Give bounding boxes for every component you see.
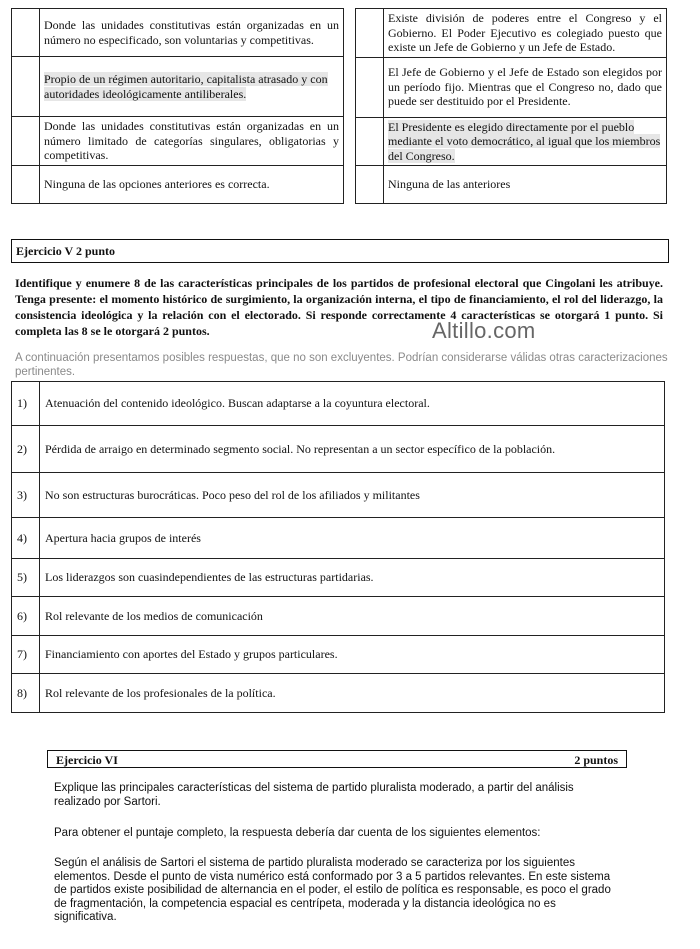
answer-number: 5): [12, 559, 40, 597]
option-gutter: [356, 166, 384, 204]
table-row: [12, 382, 665, 426]
exercise-5-header: [11, 239, 669, 263]
option-gutter: [12, 117, 40, 166]
answer-number: 6): [12, 597, 40, 636]
answer-text: Rol relevante de los profesionales de la política.: [40, 674, 665, 713]
table-row: [12, 559, 665, 597]
exercise-6-question: Explique las principales características del sistema de partido pluralista moderado, a partir del análisis realizado por Sartori.: [54, 782, 574, 808]
answer-text: Los liderazgos son cuasindependientes de las estructuras partidarias.: [40, 559, 665, 597]
table-row: [12, 518, 665, 559]
table-row: [12, 473, 665, 518]
answer-text: Apertura hacia grupos de interés: [40, 518, 665, 559]
answer-number: 7): [12, 636, 40, 674]
answer-number: 2): [12, 426, 40, 473]
answer-text: Financiamiento con aportes del Estado y grupos particulares.: [40, 636, 665, 674]
table-row: [12, 426, 665, 473]
option-cell: Ninguna de las anteriores: [384, 166, 667, 204]
exercise-6-points: 2 puntos: [574, 753, 618, 767]
answer-number: 8): [12, 674, 40, 713]
option-cell: Ninguna de las opciones anteriores es correcta.: [40, 165, 344, 203]
option-gutter: [12, 165, 40, 203]
exercise-5-title: Ejercicio V 2 punto: [16, 244, 116, 258]
highlighted-option-text: Propio de un régimen autoritario, capitalista atrasado y con autoridades ideológicamente antiliberales.: [44, 72, 328, 101]
answer-text: Rol relevante de los medios de comunicación: [40, 597, 665, 636]
option-cell: Existe división de poderes entre el Congreso y el Gobierno. El Poder Ejecutivo es colegiado puesto que existe un Jefe de Gobierno y un Jefe de Estado.: [384, 9, 667, 58]
answer-text: No son estructuras burocráticas. Poco peso del rol de los afiliados y militantes: [40, 473, 665, 518]
answer-text: Atenuación del contenido ideológico. Buscan adaptarse a la coyuntura electoral.: [40, 382, 665, 426]
option-cell: [384, 117, 667, 166]
option-cell: El Jefe de Gobierno y el Jefe de Estado son elegidos por un período fijo. Mientras que el Congreso no, dado que puede ser destituido por el Presidente.: [384, 57, 667, 117]
option-gutter: [356, 117, 384, 166]
table-row: [12, 597, 665, 636]
option-cell: Donde las unidades constitutivas están organizadas en un número limitado de categorías singulares, obligatorias y competitivas.: [40, 117, 344, 166]
answers-table: [11, 381, 665, 713]
option-gutter: [12, 9, 40, 57]
options-table-left: [11, 8, 344, 204]
table-row: [12, 636, 665, 674]
exercise-6-header: [47, 750, 627, 768]
option-gutter: [12, 57, 40, 117]
answer-number: 3): [12, 473, 40, 518]
answers-note: A continuación presentamos posibles respuestas, que no son excluyentes. Podrían considerarse válidas otras caracterizaciones pertinentes.: [15, 352, 668, 378]
option-gutter: [356, 57, 384, 117]
options-table-right: [355, 8, 667, 204]
option-cell: Donde las unidades constitutivas están organizadas en un número no especificado, son voluntarias y competitivas.: [40, 9, 344, 57]
exercise-6-answer: Según el análisis de Sartori el sistema de partido pluralista moderado se caracteriza por los siguientes elementos. Desde el punto de vista numérico está conformado por 3 a 5 partidos relevantes. En este sistema de partidos existe posibilidad de alternancia en el poder, el estilo de política es responsable, es poco el grado de fragmentación, la competencia espacial es centrípeta, moderada y la distancia ideológica no es significativa.: [54, 857, 611, 923]
answer-text: Pérdida de arraigo en determinado segmento social. No representan a un sector específico de la población.: [40, 426, 665, 473]
highlighted-option-text: El Presidente es elegido directamente por el pueblo mediante el voto democrático, al igual que los miembros del Congreso.: [388, 119, 661, 163]
exercise-6-title: Ejercicio VI: [56, 753, 118, 767]
answer-number: 1): [12, 382, 40, 426]
exercise-6-criteria: Para obtener el puntaje completo, la respuesta debería dar cuenta de los siguientes elementos:: [54, 827, 541, 839]
option-cell: [40, 57, 344, 117]
watermark-logo: Altillo.com: [432, 318, 536, 343]
option-gutter: [356, 9, 384, 58]
answer-number: 4): [12, 518, 40, 559]
table-row: [12, 674, 665, 713]
exercise-5-instructions: Identifique y enumere 8 de las características principales de los partidos de profesional electoral que Cingolani les atribuye. Tenga presente: el momento histórico de surgimiento, la organización interna, el tipo de financiamiento, el rol del liderazgo, la consistencia ideológica y la relación con el electorado. Si responde correctamente 4 características se otorgará 1 punto. Si completa las 8 se le otorgará 2 puntos.: [15, 276, 663, 338]
